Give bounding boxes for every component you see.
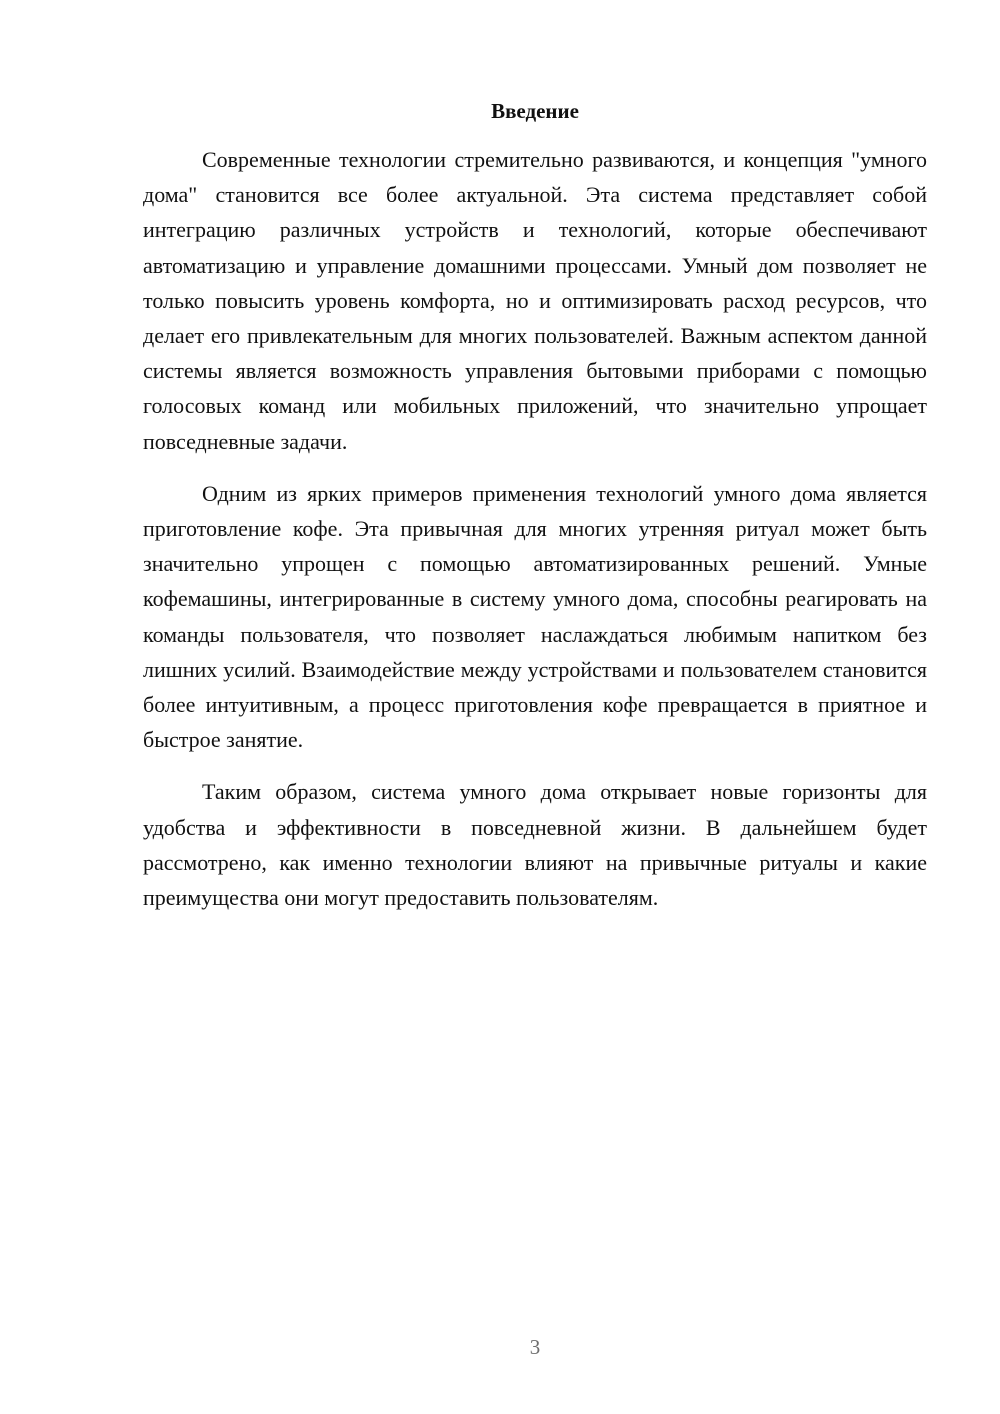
page-number: 3 [529, 1335, 541, 1359]
paragraph-intro: Современные технологии стремительно развиваются, и концепция "умного дома" становится все более актуальной. Эта система представляет собой интеграцию различных устройств и технологий, которые обеспечивают автоматизацию и управление домашними процессами. Умный дом позволяет не только повысить уровень комфорта, но и оптимизировать расход ресурсов, что делает его привлекательным для многих пользователей. Важным аспектом данной системы является возможность управления бытовыми приборами с помощью голосовых команд или мобильных приложений, что значительно упрощает повседневные задачи. [143, 147, 927, 454]
paragraph-coffee-example: Одним из ярких примеров применения технологий умного дома является приготовление кофе. Эта привычная для многих утренняя ритуал может быть значительно упрощен с помощью автоматизированных решений. Умные кофемашины, интегрированные в систему умного дома, способны реагировать на команды пользователя, что позволяет наслаждаться любимым напитком без лишних усилий. Взаимодействие между устройствами и пользователем становится более интуитивным, а процесс приготовления кофе превращается в приятное и быстрое занятие. [143, 480, 927, 753]
paragraph-conclusion: Таким образом, система умного дома открывает новые горизонты для удобства и эффективности в повседневной жизни. В дальнейшем будет рассмотрено, как именно технологии влияют на привычные ритуалы и какие преимущества они могут предоставить пользователям. [143, 779, 927, 911]
body-text [143, 142, 927, 932]
section-heading: Введение [491, 99, 579, 123]
